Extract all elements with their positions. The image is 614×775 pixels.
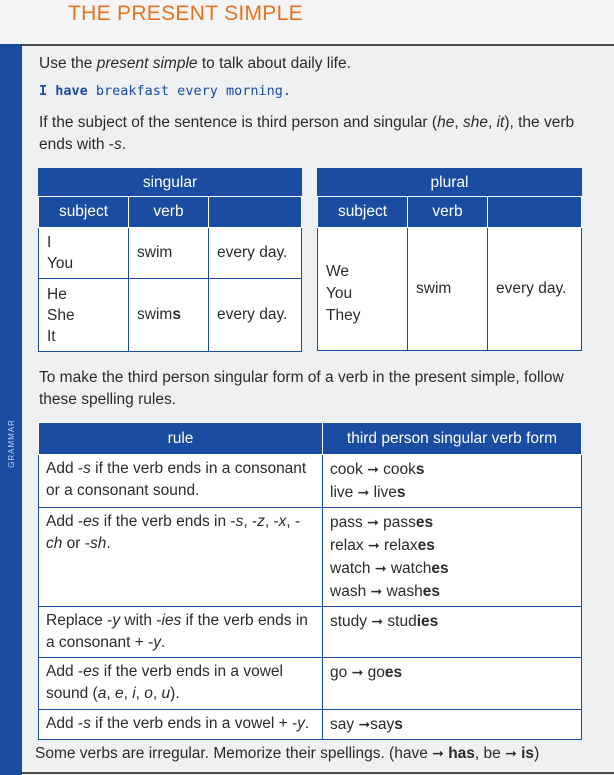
plural-col-subject: subject [318, 197, 408, 228]
example-item: wash ➞ washes [330, 583, 440, 600]
rule-text: Add -es if the verb ends in -s, -z, -x, -ch or -sh. [39, 508, 323, 607]
rule-text: Replace -y with -ies if the verb ends in a consonant + -y. [39, 607, 323, 658]
rule-examples [323, 710, 582, 740]
bottom-divider [22, 772, 614, 774]
table-row [39, 607, 582, 658]
sidebar [0, 44, 22, 775]
arrow-right-icon: ➞ [367, 514, 379, 530]
rules-col-form: third person singular verb form [323, 423, 582, 455]
singular-subjects-2: He She It [39, 279, 129, 352]
singular-time-1: every day. [209, 228, 302, 279]
intro-text: Use the present simple to talk about daily life. [39, 55, 351, 72]
arrow-right-icon: ➞ [358, 716, 371, 732]
arrow-right-icon: ➞ [351, 664, 364, 680]
example-item: study ➞ studies [330, 613, 439, 630]
plural-col-verb: verb [408, 197, 488, 228]
rule-text: Add -s if the verb ends in a consonant or a consonant sound. [39, 455, 323, 508]
plural-col-blank [488, 197, 582, 228]
plural-subjects: We You They [318, 228, 408, 351]
spelling-intro: To make the third person singular form of a verb in the present simple, follow these spelling rules. [39, 369, 564, 408]
arrow-right-icon: ➞ [370, 583, 383, 599]
plural-header: plural [318, 169, 582, 197]
singular-subjects-1: I You [39, 228, 129, 279]
arrow-right-icon: ➞ [367, 537, 380, 553]
example-item: relax ➞ relaxes [330, 537, 435, 554]
example-item: pass ➞ passes [330, 514, 434, 531]
singular-verb-2: swims [129, 279, 209, 352]
singular-verb-1: swim [129, 228, 209, 279]
table-row [39, 710, 582, 740]
plural-verb: swim [408, 228, 488, 351]
arrow-right-icon: ➞ [374, 560, 387, 576]
rule-examples [323, 607, 582, 658]
example-item: go ➞ goes [330, 664, 403, 681]
top-divider [22, 44, 614, 46]
singular-table [38, 168, 302, 352]
singular-col-verb: verb [129, 197, 209, 228]
example-item: say ➞says [330, 716, 403, 733]
table-row [39, 455, 582, 508]
footer-note: Some verbs are irregular. Memorize their spellings. (have ➞ has, be ➞ is) [35, 745, 540, 762]
sidebar-label: GRAMMAR [6, 418, 16, 468]
arrow-right-icon: ➞ [505, 745, 517, 761]
arrow-right-icon: ➞ [432, 745, 444, 761]
plural-time: every day. [488, 228, 582, 351]
example-sentence: I have breakfast every morning. [39, 83, 291, 99]
table-row [39, 658, 582, 710]
example-item: watch ➞ watches [330, 560, 449, 577]
singular-time-2: every day. [209, 279, 302, 352]
example-item: live ➞ lives [330, 484, 406, 501]
page-title: THE PRESENT SIMPLE [68, 2, 303, 25]
plural-table [317, 168, 582, 351]
arrow-right-icon: ➞ [367, 461, 379, 477]
third-person-rule: If the subject of the sentence is third person and singular (he, she, it), the verb ends with -s. [39, 114, 575, 153]
spelling-rules-table [38, 422, 582, 740]
rule-examples [323, 455, 582, 508]
arrow-right-icon: ➞ [357, 484, 370, 500]
singular-header: singular [39, 169, 302, 197]
rules-col-rule: rule [39, 423, 323, 455]
singular-col-subject: subject [39, 197, 129, 228]
rule-examples [323, 508, 582, 607]
rule-text: Add -es if the verb ends in a vowel sound (a, e, i, o, u). [39, 658, 323, 710]
rule-text: Add -s if the verb ends in a vowel + -y. [39, 710, 323, 740]
arrow-right-icon: ➞ [371, 613, 384, 629]
table-row [39, 508, 582, 607]
example-item: cook ➞ cooks [330, 461, 425, 478]
singular-col-blank [209, 197, 302, 228]
rule-examples [323, 658, 582, 710]
